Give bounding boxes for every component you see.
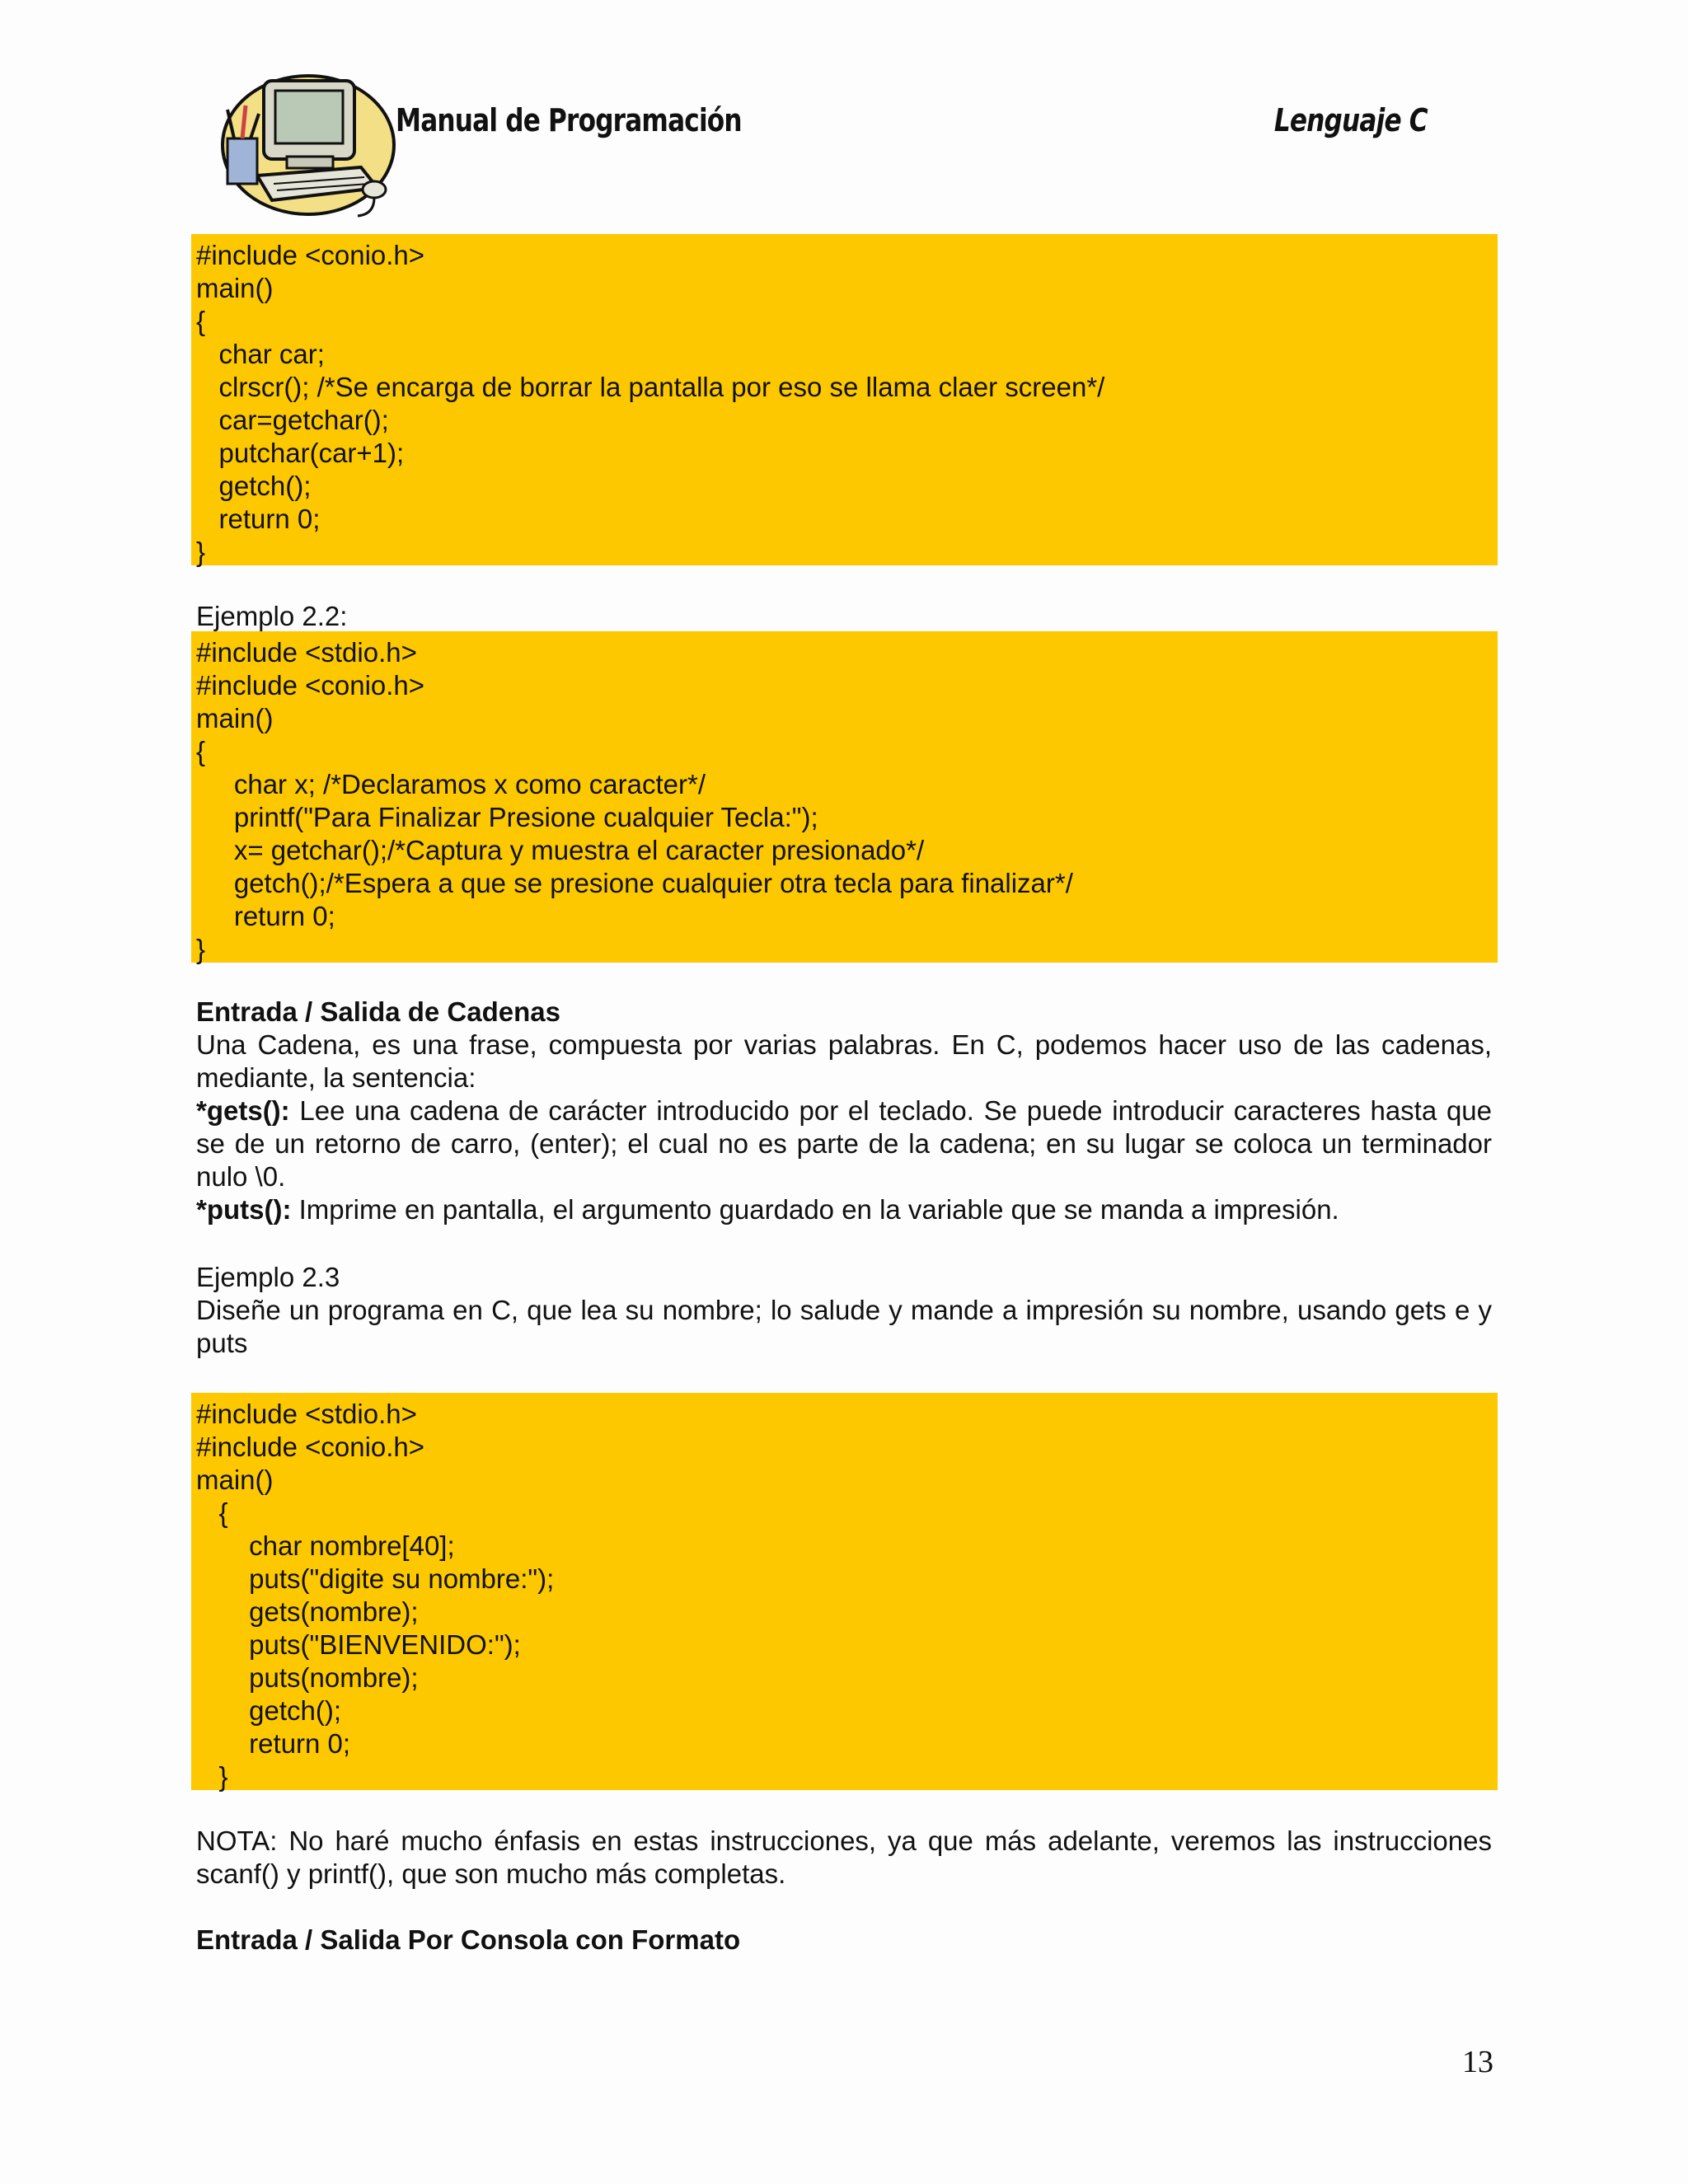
code-line: puts(nombre); <box>196 1662 419 1693</box>
puts-term: *puts(): <box>196 1194 292 1225</box>
gets-description <box>196 1094 1492 1193</box>
code-line: car=getchar(); <box>196 405 389 435</box>
code-block-1 <box>191 234 1498 565</box>
code-line: getch(); <box>196 1695 342 1726</box>
code-block-2 <box>191 631 1498 963</box>
code-block-3 <box>191 1393 1498 1790</box>
code-line: clrscr(); /*Se encarga de borrar la pantalla por eso se llama claer screen*/ <box>196 372 1105 402</box>
code-line: { <box>196 306 206 336</box>
code-line: x= getchar();/*Captura y muestra el caracter presionado*/ <box>196 835 925 865</box>
puts-text: Imprime en pantalla, el argumento guardado en la variable que se manda a impresión. <box>291 1194 1339 1225</box>
note-paragraph: NOTA: No haré mucho énfasis en estas instrucciones, ya que más adelante, veremos las instrucciones scanf() y printf(), que son mucho más completas. <box>196 1825 1492 1889</box>
page-number: 13 <box>1462 2045 1493 2079</box>
code-line: #include <stdio.h> <box>196 637 417 668</box>
section-heading-format: Entrada / Salida Por Consola con Formato <box>196 1924 741 1955</box>
code-line: } <box>196 537 206 567</box>
code-line: { <box>196 1497 228 1528</box>
code-line: main() <box>196 1465 274 1495</box>
example-2-3-text: Diseñe un programa en C, que lea su nombre; lo salude y mande a impresión su nombre, usando gets e y puts <box>196 1295 1492 1358</box>
computer-clipart-icon <box>216 64 397 221</box>
example-2-3 <box>196 1261 1492 1360</box>
code-line: main() <box>196 703 274 733</box>
example-2-2-label: Ejemplo 2.2: <box>196 601 348 631</box>
code-line: getch(); <box>196 471 312 501</box>
code-line: char x; /*Declaramos x como caracter*/ <box>196 769 706 799</box>
puts-description <box>196 1193 1492 1226</box>
code-line: return 0; <box>196 1728 351 1759</box>
code-line: getch();/*Espera a que se presione cualquier otra tecla para finalizar*/ <box>196 868 1073 898</box>
code-line: return 0; <box>196 901 335 931</box>
code-line: { <box>196 736 206 766</box>
code-line: #include <conio.h> <box>196 670 425 701</box>
manual-subject: Lenguaje C <box>1273 102 1428 138</box>
section-strings <box>196 996 1492 1226</box>
code-line: } <box>196 934 206 964</box>
section-heading: Entrada / Salida de Cadenas <box>196 996 560 1027</box>
code-line: putchar(car+1); <box>196 438 405 468</box>
section-intro: Una Cadena, es una frase, compuesta por varias palabras. En C, podemos hacer uso de las cadenas, mediante, la sentencia: <box>196 1029 1492 1093</box>
code-line: main() <box>196 273 274 303</box>
code-line: char car; <box>196 339 325 369</box>
page-header <box>216 64 1428 229</box>
code-line: gets(nombre); <box>196 1596 419 1627</box>
code-line: } <box>196 1761 228 1792</box>
code-line: return 0; <box>196 504 321 534</box>
gets-term: *gets(): <box>196 1095 290 1126</box>
code-line: printf("Para Finalizar Presione cualquier Tecla:"); <box>196 802 818 832</box>
code-line: #include <conio.h> <box>196 240 425 270</box>
code-line: puts("BIENVENIDO:"); <box>196 1629 521 1660</box>
code-line: char nombre[40]; <box>196 1530 455 1561</box>
example-2-3-label: Ejemplo 2.3 <box>196 1262 340 1292</box>
code-line: #include <conio.h> <box>196 1432 425 1462</box>
manual-title: Manual de Programación <box>396 102 742 138</box>
code-line: puts("digite su nombre:"); <box>196 1563 555 1594</box>
gets-text: Lee una cadena de carácter introducido por el teclado. Se puede introducir caracteres hasta que se de un retorno de carro, (enter); el cual no es parte de la cadena; en su lugar se coloca un terminador nulo \0. <box>196 1095 1492 1192</box>
code-line: #include <stdio.h> <box>196 1399 417 1429</box>
